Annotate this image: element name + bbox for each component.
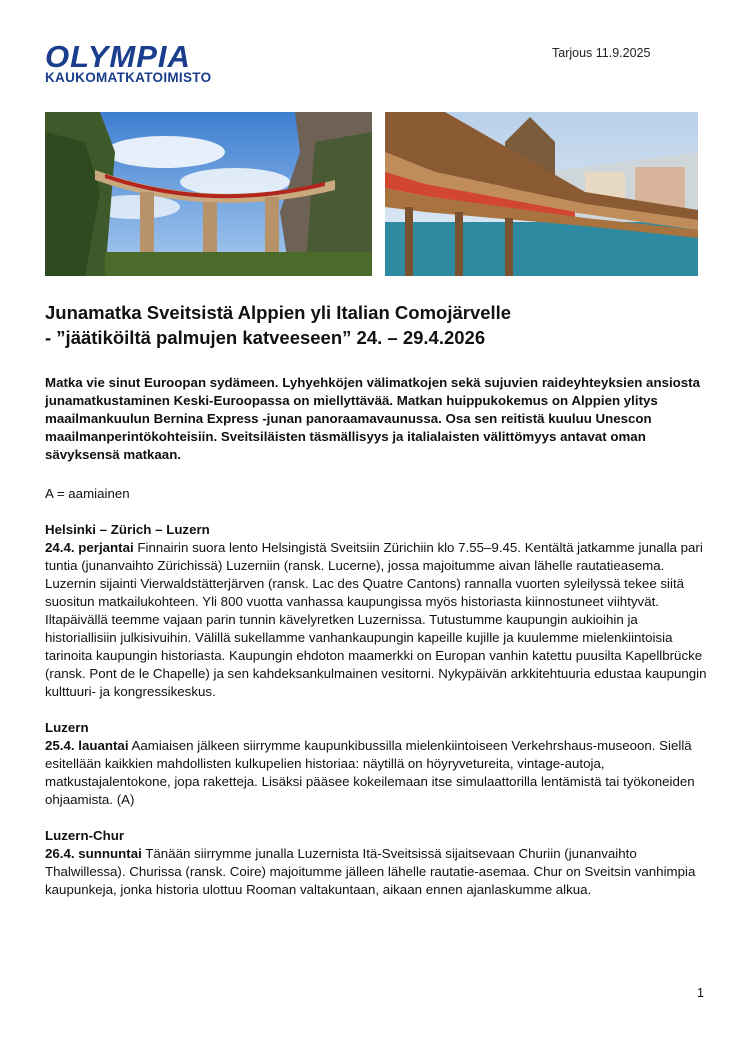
meal-legend: A = aamiainen [45,486,130,501]
day-description [45,539,710,575]
day-date: 25.4. lauantai [45,738,129,753]
trip-title-line1: Junamatka Sveitsistä Alppien yli Italian Comojärvelle [45,302,512,323]
day-heading: Luzern-Chur [45,828,125,843]
train-on-viaduct-icon [45,112,372,276]
logo-wordmark: OLYMPIA [45,39,191,74]
intro-paragraph: Matka vie sinut Euroopan sydämeen. Lyhyehköjen välimatkojen sekä sujuvien raideyhteyksien ansiosta junamatkustaminen Keski-Euroopassa on miellyttävää. Matkan huippukokemus on Alppien ylitys maailmankuulun Bernina Express -junan panoraamavaunussa. Osa sen reitistä kuuluu Unescon maailmanperintökohteisiin. Sveitsiläisten täsmällisyys ja italialaisten välittömyys antavat oman sävyksensä matkaan. [45,375,700,462]
day-heading: Helsinki – Zürich – Luzern [45,522,210,537]
day-description [45,737,710,809]
day-heading: Luzern [45,720,89,735]
trip-title-line2: - ”jäätiköiltä palmujen katveeseen” 24. – 29.4.2026 [45,327,486,348]
photo-bridge [385,112,698,276]
day-text: Finnairin suora lento Helsingistä Sveitsiin Zürichiin klo 7.55–9.45. Kentältä jatkamme junalla pari tuntia (junanvaihto Zürichissä) Luzerniin (ransk. Lucerne), jossa majoitumme aivan lähelle rautatieasema. [45,540,703,573]
day-date: 26.4. sunnuntai [45,846,142,861]
day-text: Tänään siirrymme junalla Luzernista Itä-Sveitsissä sijaitsevaan Churiin (junanvaihto Thalwillessa). Churissa (ransk. Coire) majoitumme jälleen lähelle rautatie-asemaa. Chur on Sveitsin vanhimpia kaupunkeja, jonka historia ulottuu Rooman valtakuntaan, aikaan ennen ajanlaskumme alkua. [45,846,696,897]
company-logo [45,39,245,85]
day-date: 24.4. perjantai [45,540,134,555]
trip-title [45,300,705,350]
covered-bridge-icon [385,112,698,276]
itinerary-body [45,374,710,899]
logo-subtitle: KAUKOMATKATOIMISTO [45,70,212,85]
day-description-continued: Luzernin sijainti Vierwaldstätterjärven (ransk. Lac des Quatre Cantons) rannalla vuorten syleilyssä tekee siitä suositun matkailukohteen. Yli 800 vuotta vanhassa kaupungissa myös historiasta kiinnostuneet viihtyvät. Iltapäivällä teemme vajaan parin tunnin kävelyretken Luzernissa. Tutustumme kaupungin aukioihin ja historiallisiin julkisivuihin. Välillä sukellamme vanhankaupungin kapeille kujille ja kuulemme mielenkiintoisia tarinoita kaupungin historiasta. Kaupungin ehdoton maamerkki on Europan vanhin katettu puusilta Kapellbrücke (ransk. Pont de le Chapelle) ja sen kahdeksankulmainen vesitorni. Nykypäivän arkkitehtuuria edustaa kaupungin kulttuuri- ja kongressikeskus. [45,576,707,699]
day-description [45,845,710,899]
offer-date: Tarjous 11.9.2025 [552,46,651,60]
page-number: 1 [697,986,704,1000]
day-text: Aamiaisen jälkeen siirrymme kaupunkibussilla mielenkiintoiseen Verkehrshaus-museoon. Siellä esitellään kaikkien mahdollisten kulkupelien historiaa: näytillä on höyryvetureita, vintage-autoja, matkustajalentokone, jopa raketteja. Lisäksi pääsee kokeilemaan itse simulaattorilla lentämistä tai työkoneiden ohjaamista. (A) [45,738,695,807]
photo-viaduct [45,112,372,276]
